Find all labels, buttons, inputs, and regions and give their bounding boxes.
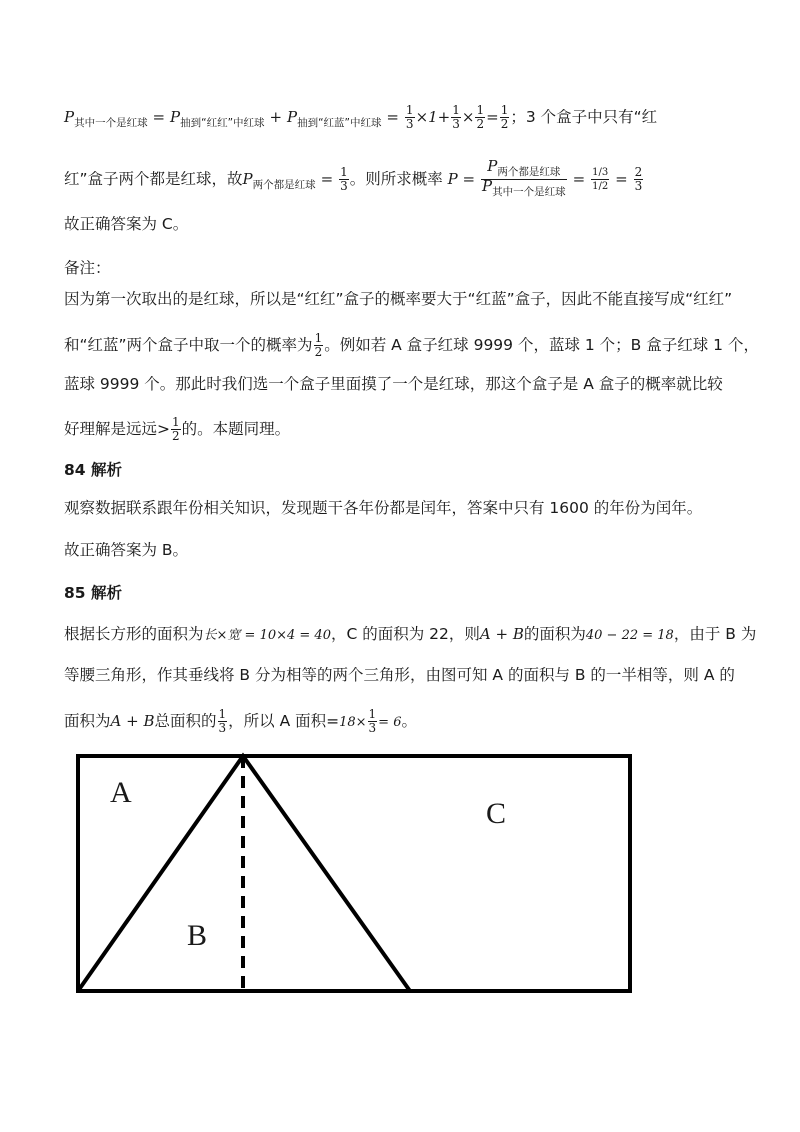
math-p: P — [170, 108, 181, 126]
region-label-b: B — [187, 919, 208, 952]
math-operator: ×1+ — [415, 108, 451, 126]
fraction — [405, 104, 415, 131]
region-label-c: C — [486, 797, 507, 830]
math-operator: + — [269, 108, 283, 126]
body-text: 。 — [401, 712, 417, 730]
fraction-denominator — [481, 177, 567, 199]
body-text: ，所以 A 面积= — [228, 712, 340, 730]
math-operator: = — [320, 170, 334, 188]
math-expression: 长×宽 = 10×4 = 40 — [203, 628, 331, 643]
math-operator: P = — [447, 170, 476, 188]
fraction — [451, 104, 461, 131]
note-line-3: 蓝球 9999 个。那此时我们选一个盒子里面摸了一个是红球，那这个盒子是 A 盒子的概率就比较 — [64, 375, 723, 393]
section-heading-85: 85 解析 — [64, 584, 122, 602]
math-operator: = — [486, 108, 499, 126]
fraction-numerator: 1 — [452, 103, 460, 117]
fraction-denominator: 3 — [368, 721, 377, 735]
fraction-numerator: 1 — [340, 165, 348, 179]
math-subscript: 两个都是红球 — [252, 179, 316, 191]
body-text: 的。本题同理。 — [181, 420, 291, 438]
body-text: 好理解是远远> — [64, 420, 170, 438]
fraction — [368, 708, 378, 735]
fraction-denominator: 2 — [476, 117, 485, 131]
math-subscript: 抽到“红红”中红球 — [180, 117, 265, 129]
section-heading-84: 84 解析 — [64, 461, 122, 479]
math-subscript: 其中一个是红球 — [74, 117, 148, 129]
math-operator: = — [572, 170, 586, 188]
formula-line-1 — [64, 104, 657, 134]
q85-line-1 — [64, 623, 756, 647]
math-p: P — [487, 157, 498, 175]
answer-text: 故正确答案为 C。 — [64, 215, 189, 233]
math-subscript: 两个都是红球 — [497, 166, 561, 178]
fraction-denominator: 1/2 — [592, 181, 609, 192]
fraction — [634, 166, 644, 193]
region-label-a: A — [110, 776, 132, 809]
math-p: P — [242, 170, 253, 188]
body-text: ；3 个盒子中只有“红 — [510, 108, 658, 126]
math-p: P — [286, 108, 298, 126]
math-operator: = — [615, 170, 628, 188]
note-label: 备注： — [64, 259, 111, 277]
fraction — [218, 708, 228, 735]
fraction-numerator: 1 — [172, 415, 180, 429]
math-operator: = — [386, 108, 399, 126]
probability-fraction — [481, 157, 567, 199]
rectangle-figure — [70, 745, 640, 1001]
q85-line-3 — [64, 708, 417, 735]
fraction-numerator: 1 — [218, 707, 227, 721]
body-text: ，由于 B 为 — [673, 625, 757, 643]
body-text: 红”盒子两个都是红球，故 — [64, 170, 243, 188]
body-text: 的面积为 — [523, 625, 586, 643]
fraction-numerator: 1 — [368, 707, 377, 721]
fraction — [475, 104, 485, 131]
body-text: ，C 的面积为 22，则 — [330, 625, 480, 643]
math-operator: × — [461, 108, 475, 126]
fraction — [171, 416, 181, 443]
math-expression: A + B — [479, 625, 524, 643]
math-subscript: 抽到“红蓝”中红球 — [297, 117, 382, 129]
fraction-numerator: 1 — [476, 103, 485, 117]
fraction — [339, 166, 349, 193]
math-operator: = — [152, 108, 166, 126]
note-line-4 — [64, 416, 290, 443]
math-subscript: 其中一个是红球 — [492, 186, 566, 198]
fraction-numerator: 1 — [314, 331, 323, 345]
fraction — [314, 332, 324, 359]
fraction-denominator: 2 — [172, 429, 180, 443]
body-text: 总面积的 — [154, 712, 217, 730]
fraction-denominator: 2 — [314, 345, 323, 359]
fraction-denominator: 3 — [405, 117, 414, 131]
fraction-numerator: 1 — [405, 103, 414, 117]
fraction-denominator: 3 — [634, 179, 643, 193]
fraction — [500, 104, 510, 131]
math-expression: 18× — [339, 715, 367, 730]
math-p: P — [482, 177, 493, 195]
q84-answer: 故正确答案为 B。 — [64, 541, 189, 559]
q85-line-2: 等腰三角形，作其垂线将 B 分为相等的两个三角形，由图可知 A 的面积与 B 的一半相等，则 A 的 — [64, 666, 735, 684]
q84-text: 观察数据联系跟年份相关知识，发现题干各年份都是闰年，答案中只有 1600 的年份为闰年。 — [64, 499, 703, 517]
fraction-denominator: 3 — [218, 721, 227, 735]
fraction-numerator: 2 — [634, 165, 643, 179]
body-text: 。则所求概率 — [349, 170, 443, 188]
math-expression: 40 − 22 = 18 — [585, 628, 674, 643]
fraction-numerator: 1/3 — [592, 167, 609, 178]
body-text: 。例如若 A 盒子红球 9999 个，蓝球 1 个；B 盒子红球 1 个， — [324, 336, 759, 354]
fraction — [591, 166, 609, 193]
math-expression: A + B — [110, 712, 155, 730]
math-p: P — [64, 108, 75, 126]
body-text: 根据长方形的面积为 — [64, 625, 204, 643]
fraction-numerator: 1 — [500, 103, 509, 117]
fraction-denominator: 2 — [500, 117, 509, 131]
fraction-denominator: 3 — [452, 117, 460, 131]
fraction-numerator — [481, 157, 567, 180]
math-expression: = 6 — [378, 715, 402, 730]
fraction-denominator: 3 — [340, 179, 348, 193]
body-text: 和“红蓝”两个盒子中取一个的概率为 — [64, 336, 313, 354]
formula-line-2 — [64, 157, 644, 199]
note-line-1: 因为第一次取出的是红球，所以是“红红”盒子的概率要大于“红蓝”盒子，因此不能直接写成“红红” — [64, 290, 733, 308]
body-text: 面积为 — [64, 712, 111, 730]
note-line-2 — [64, 332, 759, 359]
